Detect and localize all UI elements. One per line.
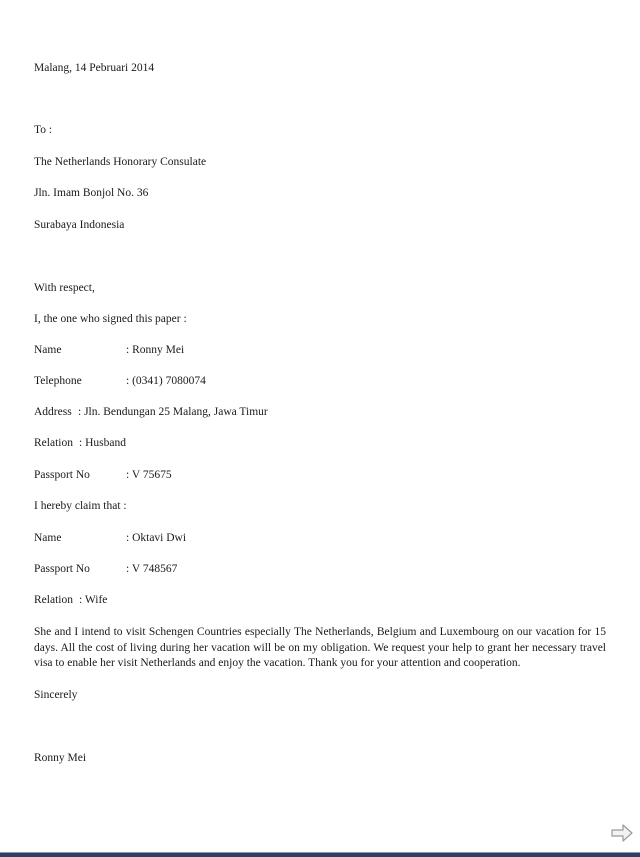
signer-address-label: Address bbox=[34, 406, 72, 418]
signer-passport-row bbox=[34, 468, 172, 482]
signer-phone-label: Telephone bbox=[34, 375, 82, 387]
signer-relation-row bbox=[34, 436, 126, 450]
body-paragraph: She and I intend to visit Schengen Countries especially The Netherlands, Belgium and Luxembourg on our vacation for 15 days. All the cost of living during her vacation will be on my obligation. We request your help to grant her necessary travel visa to enable her visit Netherlands and enjoy the vacation. Thank you for your attention and cooperation. bbox=[34, 626, 606, 669]
to-label: To : bbox=[34, 124, 53, 136]
claim-intro: I hereby claim that : bbox=[34, 500, 127, 512]
place-date: Malang, 14 Pebruari 2014 bbox=[34, 62, 155, 74]
greeting: With respect, bbox=[34, 282, 95, 294]
signature-name: Ronny Mei bbox=[34, 752, 87, 764]
signer-name-value: : Ronny Mei bbox=[126, 344, 185, 356]
subject-relation-value: : Wife bbox=[79, 594, 108, 606]
signer-relation-value: : Husband bbox=[79, 437, 126, 449]
subject-name-row bbox=[34, 531, 186, 545]
signer-phone-row bbox=[34, 374, 206, 388]
subject-passport-row bbox=[34, 562, 177, 576]
recipient-line-3: Surabaya Indonesia bbox=[34, 219, 125, 231]
next-page-arrow-icon[interactable] bbox=[610, 823, 634, 843]
recipient-line-2: Jln. Imam Bonjol No. 36 bbox=[34, 187, 149, 199]
subject-passport-label: Passport No bbox=[34, 563, 90, 575]
signer-relation-label: Relation bbox=[34, 437, 73, 449]
signer-address-row bbox=[34, 405, 268, 419]
signer-passport-label: Passport No bbox=[34, 469, 90, 481]
subject-relation-row bbox=[34, 593, 107, 607]
recipient-line-1: The Netherlands Honorary Consulate bbox=[34, 156, 207, 168]
subject-relation-label: Relation bbox=[34, 594, 73, 606]
subject-name-label: Name bbox=[34, 532, 62, 544]
signer-passport-value: : V 75675 bbox=[126, 469, 172, 481]
signer-name-label: Name bbox=[34, 344, 62, 356]
closing: Sincerely bbox=[34, 689, 78, 701]
bottom-bar bbox=[0, 852, 640, 857]
signer-phone-value: : (0341) 7080074 bbox=[126, 375, 206, 387]
subject-name-value: : Oktavi Dwi bbox=[126, 532, 187, 544]
intro: I, the one who signed this paper : bbox=[34, 313, 187, 325]
subject-passport-value: : V 748567 bbox=[126, 563, 178, 575]
signer-address-value: : Jln. Bendungan 25 Malang, Jawa Timur bbox=[78, 406, 268, 418]
signer-name-row bbox=[34, 343, 184, 357]
